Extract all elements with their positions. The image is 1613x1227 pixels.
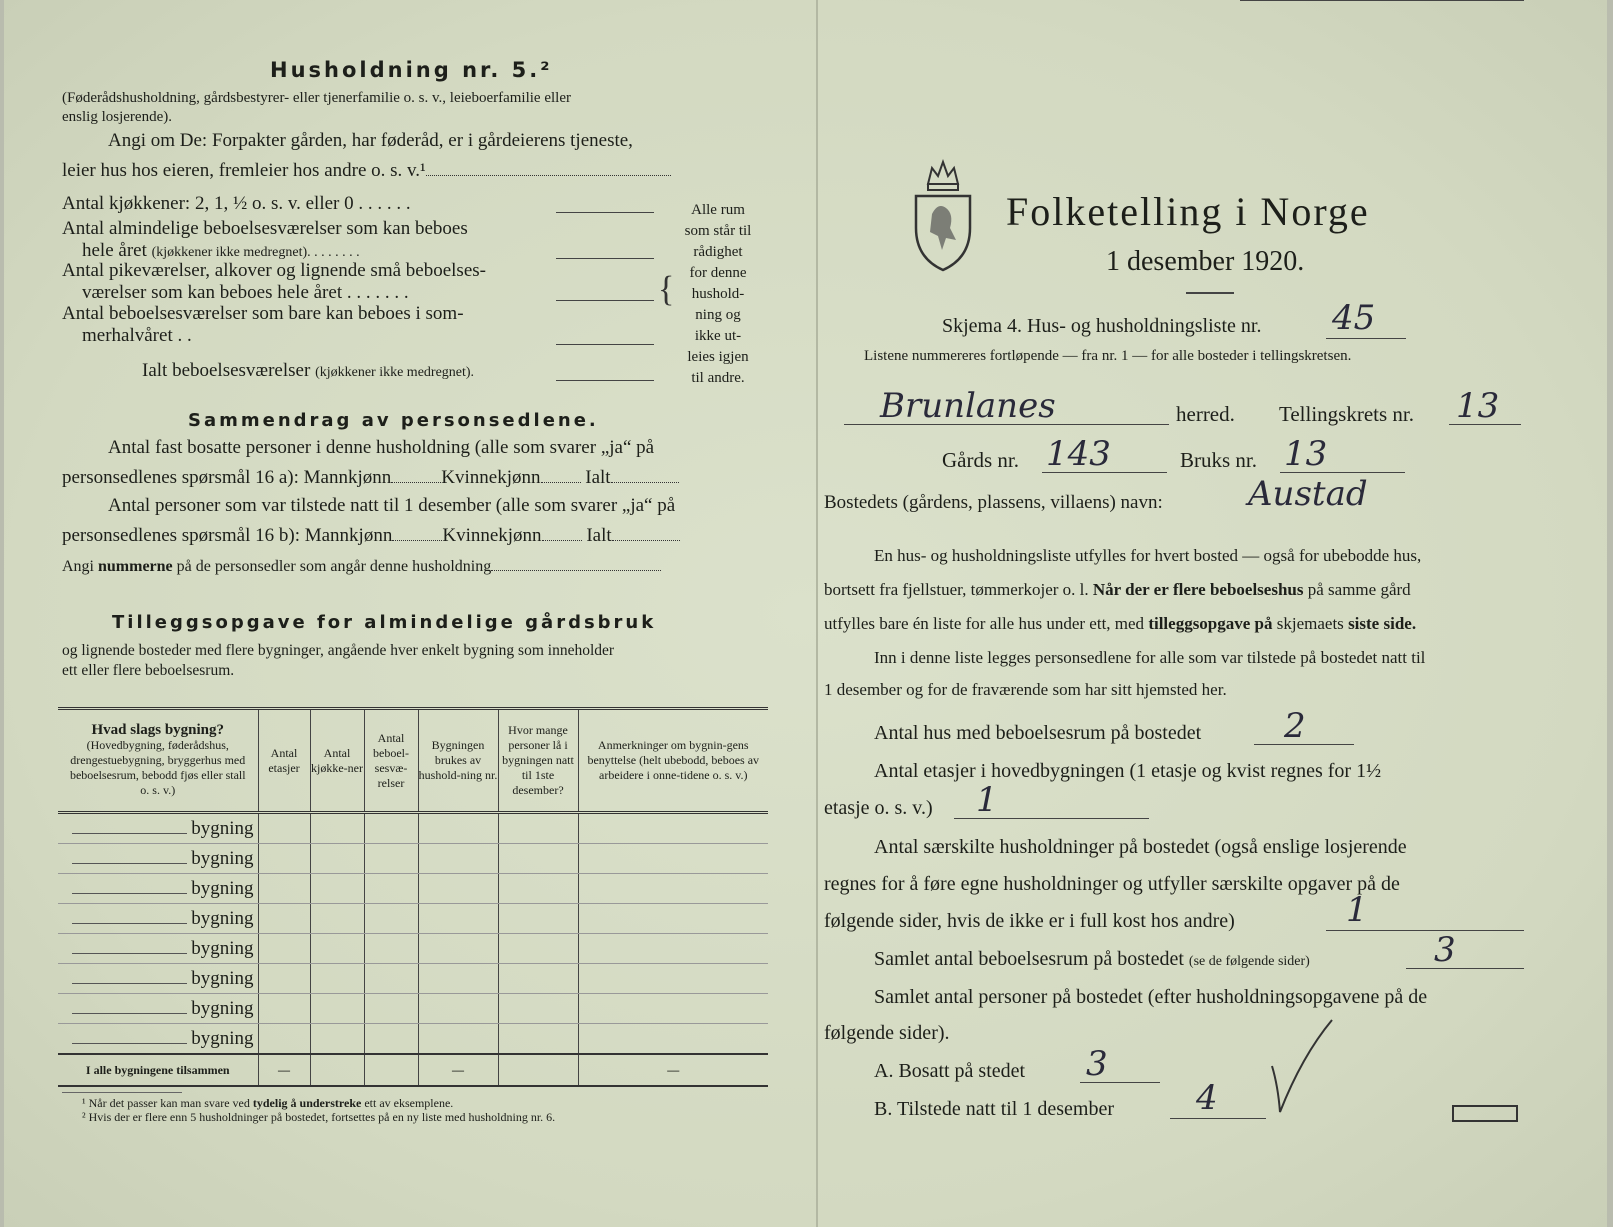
summary-line-3: Antal personer som var tilstede natt til 1 desember (alle som svarer „ja“ på <box>108 495 676 516</box>
building-fill <box>72 1043 187 1044</box>
table-cell[interactable] <box>578 994 768 1024</box>
table-row <box>58 994 768 1024</box>
buildings-table <box>58 707 768 1087</box>
side-note-line: ikke ut- <box>694 328 742 344</box>
angi-bold: nummerne <box>98 558 173 575</box>
herred-value: Brunlanes <box>880 386 1056 426</box>
farm-title: Tilleggsopgave for almindelige gårdsbruk <box>112 612 657 633</box>
footnote-1-text: ¹ Når det passer kan man svare ved <box>82 1096 250 1110</box>
table-cell[interactable] <box>498 904 578 934</box>
side-note <box>676 200 760 389</box>
total-rooms-field[interactable] <box>556 380 654 381</box>
building-fill <box>72 983 187 984</box>
instruction-p2c: flere beboelseshus <box>1173 580 1304 599</box>
total-kitchens[interactable] <box>310 1054 364 1086</box>
households-question-3: følgende sider, hvis de ikke er i full kost hos andre) <box>824 910 1235 932</box>
floors-question-1: Antal etasjer i hovedbygningen (1 etasje og kvist regnes for 1½ <box>874 760 1382 782</box>
summary-q16b: personsedlenes spørsmål 16 b): Mannkjønn <box>62 525 393 546</box>
household-title: Husholdning nr. 5.² <box>270 58 553 82</box>
male-resident-field[interactable] <box>391 482 441 483</box>
building-cell[interactable] <box>58 964 258 994</box>
table-cell[interactable] <box>418 964 498 994</box>
table-cell[interactable] <box>364 904 418 934</box>
rooms-question-2 <box>82 240 360 262</box>
col-kitchens: Antal kjøkke-ner <box>310 709 364 813</box>
total-rooms-question <box>142 360 474 382</box>
instruction-p3c: skjemaets <box>1276 614 1344 633</box>
footnote-1-bold: tydelig å understreke <box>252 1096 362 1110</box>
table-cell[interactable] <box>418 1024 498 1055</box>
rooms-total-question <box>874 948 1310 971</box>
rooms-total-small: (se de følgende sider) <box>1188 954 1310 969</box>
floors-field[interactable] <box>954 818 1149 819</box>
present-value: 4 <box>1196 1078 1218 1118</box>
bruks-value: 13 <box>1284 434 1328 474</box>
herred-field[interactable] <box>844 424 1169 425</box>
instruction-p1: En hus- og husholdningsliste utfylles for hvert bosted — også for ubebodde hus, <box>874 546 1422 565</box>
footnote-1 <box>82 1096 453 1111</box>
building-cell[interactable] <box>58 844 258 874</box>
persons-question-2: følgende sider). <box>824 1022 950 1044</box>
male-present-field[interactable] <box>392 540 442 541</box>
total-rooms-small: (kjøkkener ikke medregnet). <box>315 365 475 380</box>
resident-label: A. Bosatt på stedet <box>874 1060 1026 1082</box>
building-label: bygning <box>191 878 254 899</box>
table-cell[interactable] <box>578 934 768 964</box>
side-note-line: hushold- <box>691 286 745 302</box>
table-cell[interactable] <box>578 904 768 934</box>
angi-label: Angi <box>62 558 94 575</box>
table-cell[interactable] <box>418 904 498 934</box>
page-fold <box>816 0 818 1227</box>
floors-value: 1 <box>976 780 998 820</box>
instruction-text: leier hus hos eieren, fremleier hos andre o. s. v.¹ <box>62 160 426 181</box>
footnote-2: ² Hvis der er flere enn 5 husholdninger på bostedet, fortsettes på en ny liste med husholdning nr. 6. <box>82 1110 556 1124</box>
building-fill <box>72 863 187 864</box>
table-cell[interactable] <box>310 844 364 874</box>
coat-of-arms-icon <box>912 158 974 274</box>
building-fill <box>72 953 187 954</box>
building-cell[interactable] <box>58 904 258 934</box>
table-cell[interactable] <box>578 1024 768 1055</box>
instruction-line-2 <box>62 160 671 182</box>
total-rooms-text: Ialt beboelsesværelser <box>142 360 311 381</box>
side-note-line: som står til <box>684 223 752 239</box>
persons-question-1: Samlet antal personer på bostedet (efter husholdningsopgavene på de <box>874 986 1428 1008</box>
bosted-label: Bostedets (gårdens, plassens, villaens) navn: <box>824 492 1163 513</box>
building-cell[interactable] <box>58 874 258 904</box>
numbering-note: Listene nummereres fortløpende — fra nr. 1 — for alle bosteder i tellingskretsen. <box>864 348 1352 364</box>
present-label: B. Tilstede natt til 1 desember <box>874 1098 1114 1120</box>
table-cell[interactable] <box>498 964 578 994</box>
col-persons-present: Hvor mange personer lå i bygningen natt til 1ste desember? <box>498 709 578 813</box>
side-note-line: Alle rum <box>691 202 745 218</box>
rooms-question-small: (kjøkkener ikke medregnet). . . . . . . . <box>151 245 360 260</box>
table-row <box>58 813 768 844</box>
maid-rooms-question-2: værelser som kan beboes hele året . . . . . . . <box>82 282 409 303</box>
table-cell[interactable] <box>310 904 364 934</box>
table-cell[interactable] <box>310 1024 364 1055</box>
census-date: 1 desember 1920. <box>1106 246 1305 277</box>
instruction-p2 <box>824 580 1411 600</box>
table-cell[interactable] <box>364 994 418 1024</box>
building-label: bygning <box>191 1028 254 1049</box>
title-divider <box>1186 292 1234 294</box>
summary-line-4 <box>62 525 680 547</box>
table-cell[interactable] <box>364 964 418 994</box>
census-title: Folketelling i Norge <box>1006 189 1370 234</box>
building-label: bygning <box>191 908 254 929</box>
female-resident-field[interactable] <box>541 482 581 483</box>
table-cell[interactable] <box>498 1024 578 1055</box>
maid-rooms-field[interactable] <box>556 300 654 301</box>
table-cell[interactable] <box>258 964 310 994</box>
table-cell[interactable] <box>310 813 364 844</box>
occupancy-field[interactable] <box>426 175 671 176</box>
table-cell[interactable] <box>258 844 310 874</box>
instruction-p5: 1 desember og for de fraværende som har sitt hjemsted her. <box>824 680 1227 699</box>
household-note: (Føderådshusholdning, gårdsbestyrer- eller tjenerfamilie o. s. v., leieboerfamilie eller <box>62 90 571 106</box>
houses-field[interactable] <box>1254 744 1354 745</box>
gards-field[interactable] <box>1042 472 1167 473</box>
table-cell[interactable] <box>364 874 418 904</box>
census-sheet <box>4 0 1607 1227</box>
herred-label: herred. <box>1176 402 1235 426</box>
checkmark-icon <box>1262 1016 1342 1116</box>
households-value: 1 <box>1346 890 1368 930</box>
bruks-field[interactable] <box>1280 472 1405 473</box>
side-note-line: til andre. <box>691 370 745 386</box>
table-cell[interactable] <box>578 874 768 904</box>
female-present-field[interactable] <box>542 540 582 541</box>
table-cell[interactable] <box>498 994 578 1024</box>
total-label: Ialt <box>585 467 611 488</box>
table-cell[interactable] <box>364 1024 418 1055</box>
table-row <box>58 904 768 934</box>
col-building-type-desc: (Hovedbygning, føderådshus, drengestuebygning, bryggerhus med beboelsesrum, bebodd fjøs eller stall o. s. v.) <box>69 738 246 797</box>
krets-label: Tellingskrets nr. <box>1279 402 1415 426</box>
table-cell[interactable] <box>418 844 498 874</box>
bosted-field[interactable] <box>1240 0 1524 1</box>
maid-rooms-question-1: Antal pikeværelser, alkover og lignende små beboelses- <box>62 260 486 281</box>
building-label: bygning <box>191 848 254 869</box>
building-label: bygning <box>191 998 254 1019</box>
building-fill <box>72 1013 187 1014</box>
col-household-nr: Bygningen brukes av hushold-ning nr. <box>418 709 498 813</box>
total-row <box>58 1054 768 1086</box>
bruks-label: Bruks nr. <box>1180 448 1258 472</box>
total-household: — <box>418 1054 498 1086</box>
kitchens-field[interactable] <box>556 212 654 213</box>
total-present-field[interactable] <box>612 540 680 541</box>
farm-subtitle-1: og lignende bosteder med flere bygninger, angående hver enkelt bygning som inneholder <box>62 642 615 659</box>
side-note-line: rådighet <box>693 244 743 260</box>
households-question-1: Antal særskilte husholdninger på bostedet (også enslige losjerende <box>874 836 1407 858</box>
rooms-question-text: hele året <box>82 240 147 261</box>
building-fill <box>72 833 187 834</box>
col-building-type <box>58 709 258 813</box>
right-page <box>824 0 1584 1227</box>
table-cell[interactable] <box>310 934 364 964</box>
houses-value: 2 <box>1284 706 1306 746</box>
total-row-label: I alle bygningene tilsammen <box>58 1054 258 1086</box>
total-remarks: — <box>578 1054 768 1086</box>
table-cell[interactable] <box>418 934 498 964</box>
col-remarks: Anmerkninger om bygnin-gens benyttelse (helt ubebodd, beboes av arbeidere i onne-tidene o. s. v.) <box>587 738 760 782</box>
table-row <box>58 934 768 964</box>
households-field[interactable] <box>1326 930 1524 931</box>
female-label: Kvinnekjønn <box>441 467 541 488</box>
table-cell[interactable] <box>364 844 418 874</box>
col-floors: Antal etasjer <box>258 709 310 813</box>
side-note-line: leies igjen <box>687 349 749 365</box>
total-floors: — <box>258 1054 310 1086</box>
col-rooms: Antal beboel-sesvæ-relser <box>364 709 418 813</box>
total-label: Ialt <box>586 525 612 546</box>
rooms-field[interactable] <box>556 258 654 259</box>
table-row <box>58 964 768 994</box>
summer-rooms-question-1: Antal beboelsesværelser som bare kan beboes i som- <box>62 303 464 324</box>
instruction-p2a: bortsett fra fjellstuer, tømmerkojer o. l. <box>824 580 1089 599</box>
table-cell[interactable] <box>578 813 768 844</box>
building-fill <box>72 923 187 924</box>
gards-value: 143 <box>1046 434 1111 474</box>
table-cell[interactable] <box>364 934 418 964</box>
col-building-type-title: Hvad slags bygning? <box>91 722 225 738</box>
footnote-1-rest: ett av eksemplene. <box>364 1096 454 1110</box>
floors-question-2: etasje o. s. v.) <box>824 797 933 819</box>
instruction-p3b: tilleggsopgave på <box>1148 614 1273 633</box>
instruction-p3 <box>824 614 1416 634</box>
printer-stamp <box>1452 1105 1518 1122</box>
household-note-2: enslig losjerende). <box>62 109 172 125</box>
summer-rooms-field[interactable] <box>556 344 654 345</box>
building-fill <box>72 893 187 894</box>
total-resident-field[interactable] <box>611 482 679 483</box>
total-persons[interactable] <box>498 1054 578 1086</box>
table-cell[interactable] <box>498 874 578 904</box>
side-note-line: ning og <box>695 307 741 323</box>
present-field[interactable] <box>1170 1118 1266 1119</box>
instruction-p3a: utfylles bare én liste for alle hus under ett, med <box>824 614 1145 633</box>
summary-q16a: personsedlenes spørsmål 16 a): Mannkjønn <box>62 467 392 488</box>
building-cell[interactable] <box>58 934 258 964</box>
table-cell[interactable] <box>364 813 418 844</box>
instruction-p2d: på samme gård <box>1307 580 1411 599</box>
footnote-divider <box>62 1092 182 1093</box>
table-cell[interactable] <box>498 844 578 874</box>
side-note-line: for denne <box>689 265 747 281</box>
table-cell[interactable] <box>258 904 310 934</box>
table-cell[interactable] <box>310 964 364 994</box>
summary-line-2 <box>62 467 679 489</box>
list-number-field[interactable] <box>1326 338 1406 339</box>
rooms-total-field[interactable] <box>1406 968 1524 969</box>
table-cell[interactable] <box>310 994 364 1024</box>
instruction-p3d: siste side. <box>1348 614 1417 633</box>
rooms-question-1: Antal almindelige beboelsesværelser som kan beboes <box>62 218 468 239</box>
table-cell[interactable] <box>418 874 498 904</box>
table-cell[interactable] <box>578 844 768 874</box>
total-rooms[interactable] <box>364 1054 418 1086</box>
building-label: bygning <box>191 968 254 989</box>
table-cell[interactable] <box>498 813 578 844</box>
table-row <box>58 1024 768 1055</box>
left-page <box>48 0 790 1227</box>
krets-value: 13 <box>1456 386 1500 426</box>
angi-rest: på de personsedler som angår denne husholdning <box>176 558 492 575</box>
table-cell[interactable] <box>418 813 498 844</box>
houses-question: Antal hus med beboelsesrum på bostedet <box>874 722 1202 744</box>
building-cell[interactable] <box>58 1024 258 1055</box>
building-label: bygning <box>191 938 254 959</box>
building-cell[interactable] <box>58 813 258 844</box>
instruction-line-1: Angi om De: Forpakter gården, har føderåd, er i gårdeierens tjeneste, <box>108 130 633 151</box>
summary-line-1: Antal fast bosatte personer i denne husholdning (alle som svarer „ja“ på <box>108 437 655 458</box>
kitchens-question: Antal kjøkkener: 2, 1, ½ o. s. v. eller 0 . . . . . . <box>62 193 411 214</box>
summary-title: Sammendrag av personsedlene. <box>188 410 599 431</box>
table-cell[interactable] <box>578 964 768 994</box>
table-cell[interactable] <box>258 994 310 1024</box>
summer-rooms-question-2: merhalvåret . . <box>82 325 192 346</box>
instruction-p4: Inn i denne liste legges personsedlene for alle som var tilstede på bostedet natt til <box>874 648 1426 667</box>
table-cell[interactable] <box>310 874 364 904</box>
table-cell[interactable] <box>498 934 578 964</box>
table-cell[interactable] <box>258 934 310 964</box>
building-cell[interactable] <box>58 994 258 1024</box>
table-row <box>58 844 768 874</box>
krets-field[interactable] <box>1449 424 1521 425</box>
farm-subtitle-2: ett eller flere beboelsesrum. <box>62 662 235 679</box>
brace: { <box>658 270 675 309</box>
table-cell[interactable] <box>258 874 310 904</box>
schema-line: Skjema 4. Hus- og husholdningsliste nr. <box>942 315 1262 337</box>
building-label: bygning <box>191 818 254 839</box>
table-cell[interactable] <box>258 813 310 844</box>
bosted-value: Austad <box>1248 474 1368 514</box>
table-row <box>58 874 768 904</box>
rooms-total-text: Samlet antal beboelsesrum på bostedet <box>874 948 1184 970</box>
instruction-p2b: Når der er <box>1092 580 1169 599</box>
gards-label: Gårds nr. <box>942 448 1019 472</box>
rooms-total-value: 3 <box>1434 930 1456 970</box>
households-question-2: regnes for å føre egne husholdninger og utfyller særskilte opgaver på de <box>824 873 1400 895</box>
person-numbers-field[interactable] <box>491 570 661 571</box>
resident-value: 3 <box>1086 1044 1108 1084</box>
female-label: Kvinnekjønn <box>442 525 542 546</box>
person-numbers-line <box>62 558 661 576</box>
table-cell[interactable] <box>418 994 498 1024</box>
resident-field[interactable] <box>1080 1082 1160 1083</box>
list-number: 45 <box>1332 298 1376 338</box>
table-cell[interactable] <box>258 1024 310 1055</box>
